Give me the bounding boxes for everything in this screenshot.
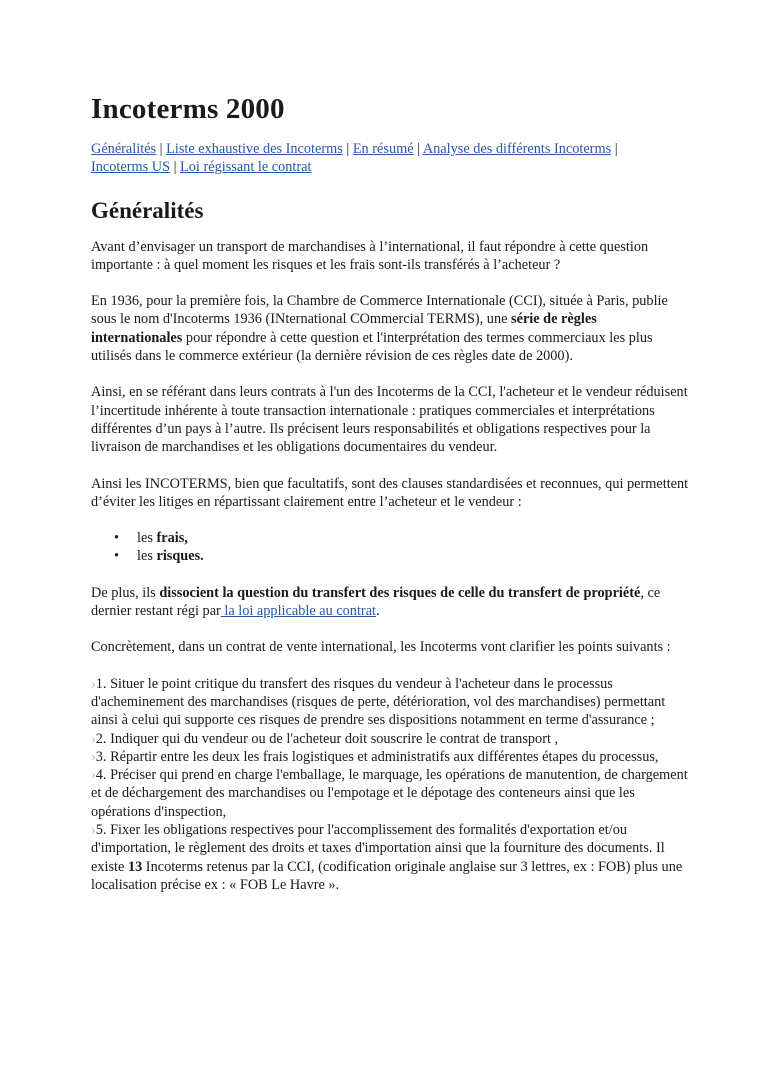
bullet-icon: • <box>114 548 120 565</box>
step-text: 1. Situer le point critique du transfert des risques du vendeur à l'acheteur dans le processus d'acheminement des marchandises (risques de perte, détérioration, vol des marchandises) permettant ainsi à celui qui supporte ces risques de prendre ses dispositions notamment en terme d'assurance ; <box>91 675 666 729</box>
paragraph-dissociation <box>91 584 691 621</box>
arrow-icon: › <box>91 822 96 839</box>
paragraph-clarify: Concrètement, dans un contrat de vente international, les Incoterms vont clarifier les points suivants : <box>91 639 671 656</box>
nav-separator: | <box>170 159 181 176</box>
step-item <box>91 730 691 748</box>
step-item <box>91 766 691 821</box>
paragraph-history-emphasis: série de règles internationales <box>91 311 597 346</box>
step-text: 3. Répartir entre les deux les frais logistiques et administratifs aux différentes étapes du processus, <box>95 748 659 765</box>
step-text: 4. Préciser qui prend en charge l'emballage, le marquage, les opérations de manutention, de chargement et de déchargement des marchandises ou l'empotage et le dépotage des conteneurs ainsi que les opérations d'inspection, <box>91 767 688 820</box>
nav-separator: | <box>611 141 618 157</box>
paragraph-intro: Avant d’envisager un transport de marchandises à l’international, il faut répondre à cette question importante : à quel moment les risques et les frais sont-ils transférés à l’acheteur ? <box>91 238 649 273</box>
nav-link-en-resume[interactable]: En résumé <box>352 141 414 157</box>
step-item <box>91 675 691 730</box>
arrow-icon: › <box>91 767 96 784</box>
list-item-emphasis: risques. <box>156 548 204 565</box>
step-text: 2. Indiquer qui du vendeur ou de l'acheteur doit souscrire le contrat de transport , <box>95 730 559 747</box>
nav-link-liste-exhaustive[interactable]: Liste exhaustive des Incoterms <box>166 141 343 157</box>
link-loi-applicable[interactable]: la loi applicable au contrat <box>220 603 377 620</box>
nav-link-generalites[interactable]: Généralités <box>91 141 157 157</box>
nav-link-incoterms-us[interactable]: Incoterms US <box>91 159 171 176</box>
paragraph-dissociation-text: De plus, ils <box>91 584 160 601</box>
nav-separator: | <box>342 141 353 157</box>
step-text-end: Incoterms retenus par la CCI, (codification originale anglaise sur 3 lettres, ex : FOB) plus une localisation précise ex : « FOB Le Havre ». <box>91 858 683 893</box>
arrow-icon: › <box>91 675 96 692</box>
section-nav <box>91 140 691 177</box>
list-item-prefix: les <box>137 548 157 565</box>
nav-link-analyse[interactable]: Analyse des différents Incoterms <box>422 141 612 157</box>
arrow-icon: › <box>91 748 96 765</box>
document-page <box>91 92 691 894</box>
steps-list <box>91 675 691 895</box>
arrow-icon: › <box>91 730 96 747</box>
section-heading-generalites: Généralités <box>91 197 204 223</box>
bullet-list <box>91 529 691 566</box>
paragraph-history-text-end: pour répondre à cette question et l'interprétation des termes commerciaux les plus utilisés dans le commerce extérieur (la dernière révision de ces règles date de 2000). <box>91 329 653 365</box>
list-item <box>114 547 691 565</box>
bullet-icon: • <box>114 530 120 547</box>
list-item <box>114 529 691 547</box>
paragraph-dissociation-text-end: . <box>376 603 380 620</box>
paragraph-history <box>91 292 691 365</box>
paragraph-uncertainty: Ainsi, en se référant dans leurs contrats à l'un des Incoterms de la CCI, l'acheteur et le vendeur réduisent l’incertitude inhérente à toute transaction internationale : pratiques commerciales et interprétations différentes d’un pays à l’autre. Ils précisent leurs responsabilités et obligations respectives pour la livraison de marchandises et les obligations documentaires du vendeur. <box>91 384 688 456</box>
list-item-prefix: les <box>137 530 157 547</box>
step-item <box>91 821 691 894</box>
nav-separator: | <box>156 141 167 157</box>
nav-separator: | <box>413 141 423 157</box>
nav-link-loi[interactable]: Loi régissant le contrat <box>180 159 312 176</box>
page-title: Incoterms 2000 <box>91 93 285 125</box>
paragraph-history-text: En 1936, pour la première fois, la Chambre de Commerce Internationale (CCI), située à Paris, publie sous le nom d'Incoterms 1936 (INternational COmmercial TERMS), une <box>91 293 668 328</box>
list-item-emphasis: frais, <box>156 530 188 547</box>
step-text: 5. Fixer les obligations respectives pour l'accomplissement des formalités d'exportation et/ou d'importation, le règlement des droits et taxes d'importation ainsi que la fourniture des documents. Il existe <box>91 822 665 875</box>
paragraph-dissociation-text-mid: , ce dernier restant régi par <box>91 584 661 620</box>
step-item <box>91 748 691 766</box>
paragraph-clauses: Ainsi les INCOTERMS, bien que facultatifs, sont des clauses standardisées et reconnues, qui permettent d’éviter les litiges en répartissant clairement entre l’acheteur et le vendeur : <box>91 475 689 510</box>
step-emphasis: 13 <box>127 858 143 875</box>
paragraph-dissociation-emphasis: dissocient la question du transfert des risques de celle du transfert de propriété <box>159 584 641 601</box>
